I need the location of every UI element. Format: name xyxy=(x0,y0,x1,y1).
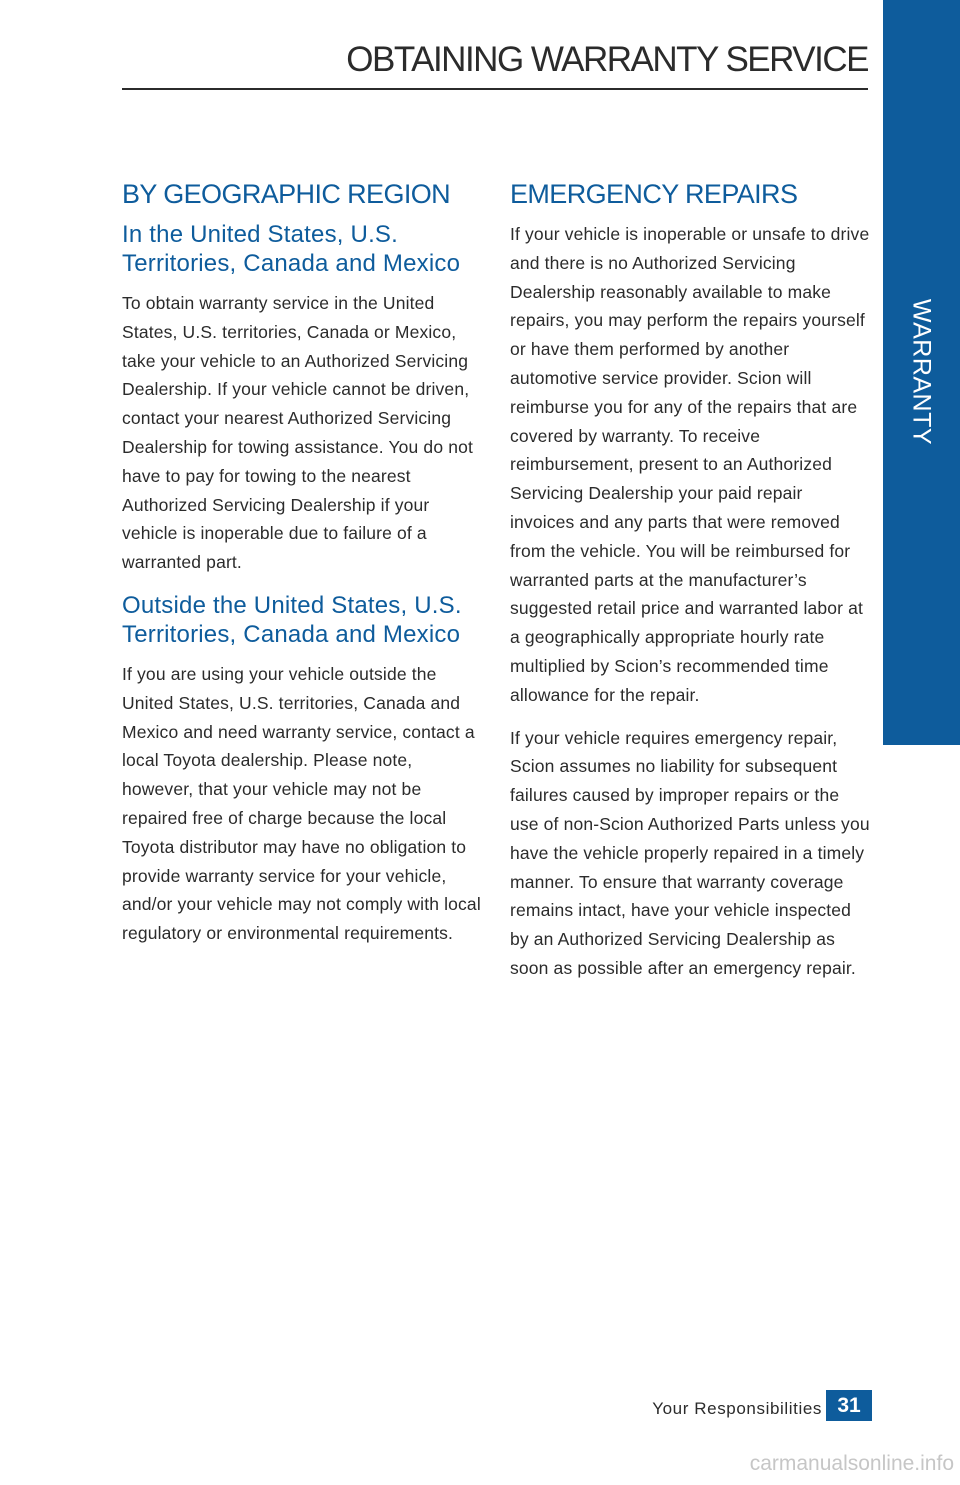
section-title-geographic-region: BY GEOGRAPHIC REGION xyxy=(122,179,451,209)
footer-section-label: Your Responsibilities xyxy=(652,1399,822,1418)
right-column xyxy=(510,178,870,997)
side-tab-label: WARRANTY xyxy=(907,298,936,446)
side-tab xyxy=(883,0,960,745)
watermark: carmanualsonline.info xyxy=(749,1452,954,1475)
paragraph-emergency-reimbursement: If your vehicle is inoperable or unsafe to drive and there is no Authorized Servicing Dealership reasonably available to make repairs, you may perform the repairs yourself or have them performed by another automotive service provider. Scion will reimburse you for any of the repairs that are covered by warranty. To receive reimbursement, present to an Authorized Servicing Dealership your paid repair invoices and any parts that were removed from the vehicle. You will be reimbursed for warranted parts at the manufacturer’s suggested retail price and warranted labor at a geographically appropriate hourly rate multiplied by Scion’s recommended time allowance for the repair. xyxy=(510,224,870,705)
paragraph-within-us: To obtain warranty service in the United States, U.S. territories, Canada or Mexico, take your vehicle to an Authorized Servicing Dealership. If your vehicle cannot be driven, contact your nearest Authorized Servicing Dealership for towing assistance. You do not have to pay for towing to the nearest Authorized Servicing Dealership if your vehicle is inoperable due to failure of a warranted part. xyxy=(122,293,473,573)
page-number-badge: 31 xyxy=(826,1390,872,1421)
subsection-title-outside-us: Outside the United States, U.S. Territories, Canada and Mexico xyxy=(122,591,462,648)
section-title-emergency-repairs: EMERGENCY REPAIRS xyxy=(510,179,798,209)
paragraph-emergency-liability: If your vehicle requires emergency repair, Scion assumes no liability for subsequent failures caused by improper repairs or the use of non-Scion Authorized Parts unless you have the vehicle properly repaired in a timely manner. To ensure that warranty coverage remains intact, have your vehicle inspected by an Authorized Servicing Dealership as soon as possible after an emergency repair. xyxy=(510,727,870,978)
subsection-title-within-us: In the United States, U.S. Territories, Canada and Mexico xyxy=(122,221,461,277)
page-title: OBTAINING WARRANTY SERVICE xyxy=(346,40,868,79)
paragraph-outside-us: If you are using your vehicle outside the United States, U.S. territories, Canada and Mexico and need warranty service, contact a local Toyota dealership. Please note, however, that your vehicle may not be repaired free of charge because the local Toyota distributor may have no obligation to provide warranty service for your vehicle, and/or your vehicle may not comply with local regulatory or environmental requirements. xyxy=(122,663,481,944)
left-column xyxy=(122,178,482,962)
page-header xyxy=(122,38,868,90)
